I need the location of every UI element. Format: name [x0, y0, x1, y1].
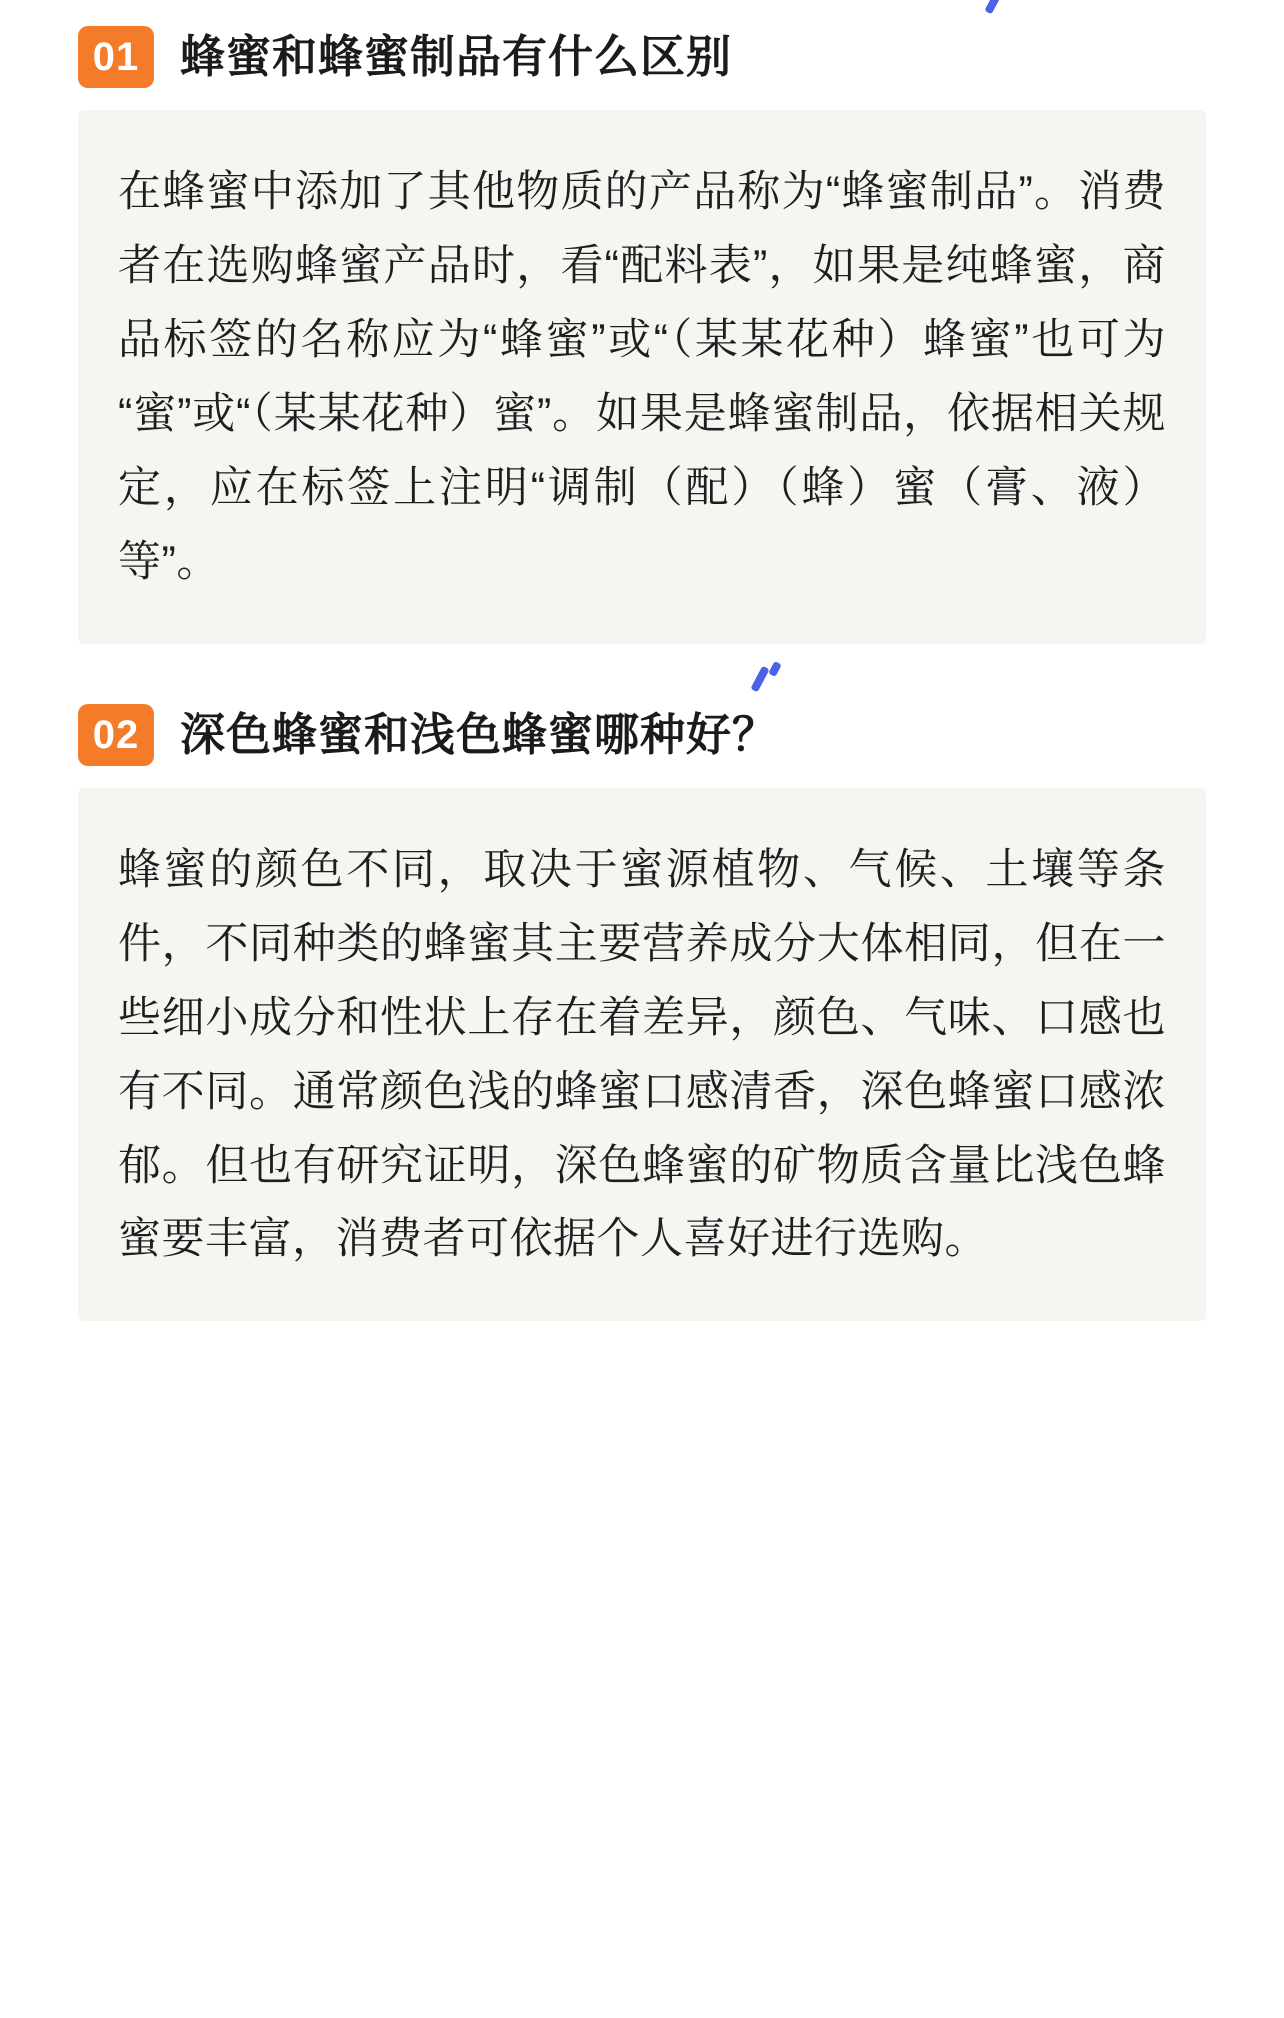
section-02 — [78, 678, 1206, 1322]
section-01-card — [78, 110, 1206, 644]
sparkle-icon — [740, 660, 786, 700]
section-01-header — [78, 0, 1206, 110]
section-02-header — [78, 678, 1206, 788]
section-01 — [78, 0, 1206, 644]
section-02-card — [78, 788, 1206, 1322]
section-01-body: 在蜂蜜中添加了其他物质的产品称为“蜂蜜制品”。消费者在选购蜂蜜产品时，看“配料表”，如果是纯蜂蜜，商品标签的名称应为“蜂蜜”或“（某某花种）蜂蜜”也可为“蜜”或“（某某花种）蜜”。如果是蜂蜜制品，依据相关规定，应在标签上注明“调制（配）（蜂）蜜（膏、液）等”。 — [118, 168, 1166, 586]
section-02-number-badge: 02 — [78, 704, 154, 766]
section-02-title: 深色蜂蜜和浅色蜂蜜哪种好？ — [180, 708, 779, 760]
section-gap — [78, 648, 1206, 678]
section-01-number-badge: 01 — [78, 26, 154, 88]
section-01-title: 蜂蜜和蜂蜜制品有什么区别 — [180, 31, 733, 82]
sparkle-icon — [974, 0, 1020, 22]
section-02-body: 蜂蜜的颜色不同，取决于蜜源植物、气候、土壤等条件，不同种类的蜂蜜其主要营养成分大体相同，但在一些细小成分和性状上存在着差异，颜色、气味、口感也有不同。通常颜色浅的蜂蜜口感清香，深色蜂蜜口感浓郁。但也有研究证明，深色蜂蜜的矿物质含量比浅色蜂蜜要丰富，消费者可依据个人喜好进行选购。 — [118, 845, 1166, 1264]
